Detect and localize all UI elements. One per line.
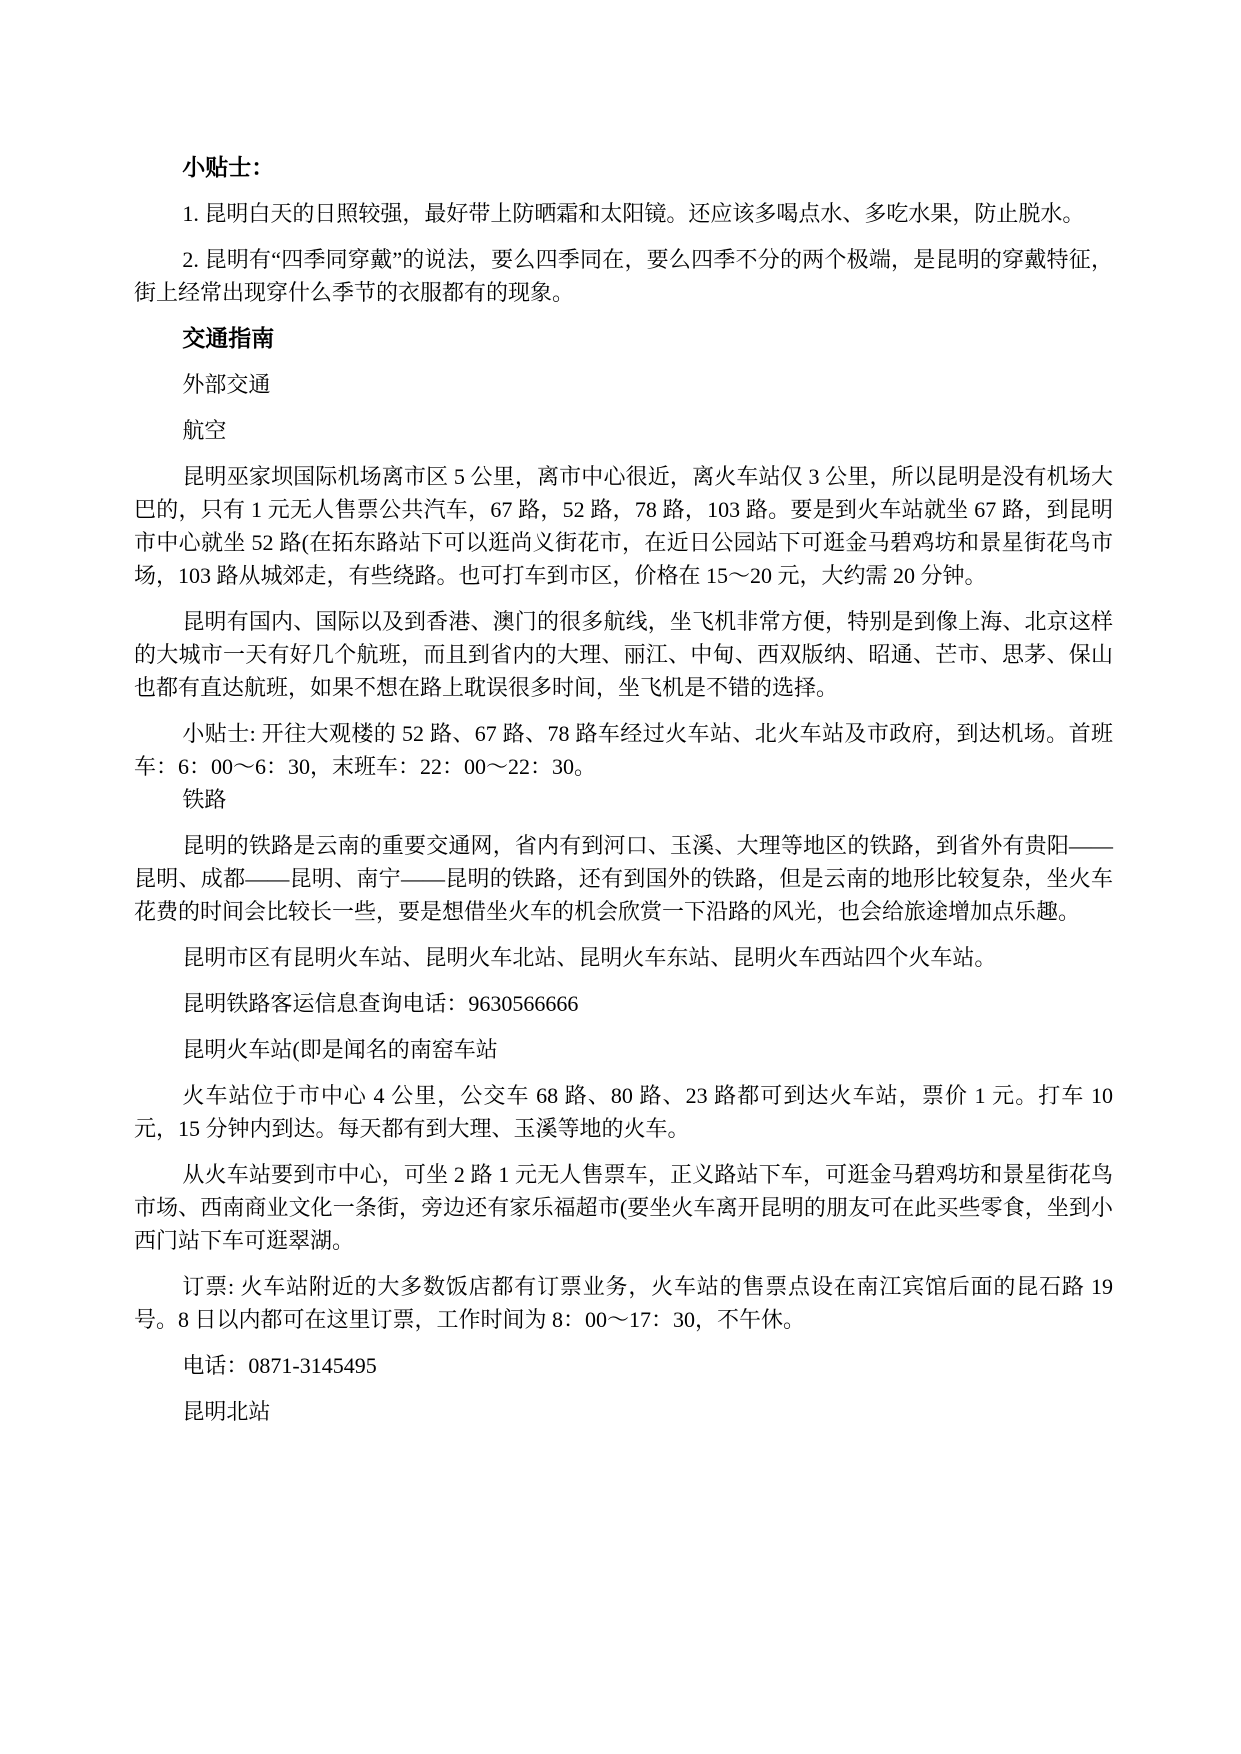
paragraph-north-station: 昆明北站: [182, 1399, 271, 1424]
document-body: [134, 151, 1113, 1428]
paragraph-kunming-station: 昆明火车站(即是闻名的南窑车站: [182, 1037, 498, 1062]
paragraph-airline-routes: 昆明有国内、国际以及到香港、澳门的很多航线，坐飞机非常方便，特别是到像上海、北京这样的大城市一天有好几个航班，而且到省内的大理、丽江、中甸、西双版纳、昭通、芒市、思茅、保山也都有直达航班，如果不想在路上耽误很多时间，坐飞机是不错的选择。: [134, 609, 1113, 700]
paragraph-ticket-booking: 订票: 火车站附近的大多数饭店都有订票业务，火车站的售票点设在南江宾馆后面的昆石路 19 号。8 日以内都可在这里订票，工作时间为 8：00～17：30，不午休。: [134, 1274, 1113, 1332]
paragraph-railway-label: 铁路: [182, 787, 227, 812]
paragraph-station-location: 火车站位于市中心 4 公里，公交车 68 路、80 路、23 路都可到达火车站，票价 1 元。打车 10 元，15 分钟内到达。每天都有到大理、玉溪等地的火车。: [134, 1083, 1113, 1141]
heading-tips: 小贴士：: [182, 154, 275, 180]
paragraph-airport-info: 昆明巫家坝国际机场离市区 5 公里，离市中心很近，离火车站仅 3 公里，所以昆明是没有机场大巴的，只有 1 元无人售票公共汽车，67 路，52 路，78 路，103 路。要是到火车站就坐 67 路，到昆明市中心就坐 52 路(在拓东路站下可以逛尚义街花市，在近日公园站下可逛金马碧鸡坊和景星街花鸟市场，103 路从城郊走，有些绕路。也可打车到市区，价格在 15～20 元，大约需 20 分钟。: [134, 464, 1113, 588]
paragraph-bus-tips: 小贴士: 开往大观楼的 52 路、67 路、78 路车经过火车站、北火车站及市政府，到达机场。首班车：6：00～6：30，末班车：22：00～22：30。: [134, 721, 1113, 779]
heading-transport-guide: 交通指南: [182, 325, 275, 351]
paragraph-four-stations: 昆明市区有昆明火车站、昆明火车北站、昆明火车东站、昆明火车西站四个火车站。: [182, 945, 997, 970]
paragraph-tip-2: 2. 昆明有“四季同穿戴”的说法，要么四季同在，要么四季不分的两个极端，是昆明的穿戴特征，街上经常出现穿什么季节的衣服都有的现象。: [134, 247, 1113, 305]
paragraph-railway-network: 昆明的铁路是云南的重要交通网，省内有到河口、玉溪、大理等地区的铁路，到省外有贵阳——昆明、成都——昆明、南宁——昆明的铁路，还有到国外的铁路，但是云南的地形比较复杂，坐火车花费的时间会比较长一些，要是想借坐火车的机会欣赏一下沿路的风光，也会给旅途增加点乐趣。: [134, 833, 1113, 924]
paragraph-station-to-center: 从火车站要到市中心，可坐 2 路 1 元无人售票车，正义路站下车，可逛金马碧鸡坊和景星街花鸟市场、西南商业文化一条街，旁边还有家乐福超市(要坐火车离开昆明的朋友可在此买些零食，坐到小西门站下车可逛翠湖。: [134, 1162, 1113, 1253]
paragraph-aviation-label: 航空: [182, 418, 227, 443]
paragraph-external-transport: 外部交通: [182, 372, 271, 397]
paragraph-tip-1: 1. 昆明白天的日照较强，最好带上防晒霜和太阳镜。还应该多喝点水、多吃水果，防止脱水。: [182, 201, 1085, 226]
paragraph-booking-phone: 电话：0871-3145495: [182, 1353, 377, 1378]
paragraph-railway-hotline: 昆明铁路客运信息查询电话：9630566666: [182, 991, 579, 1016]
